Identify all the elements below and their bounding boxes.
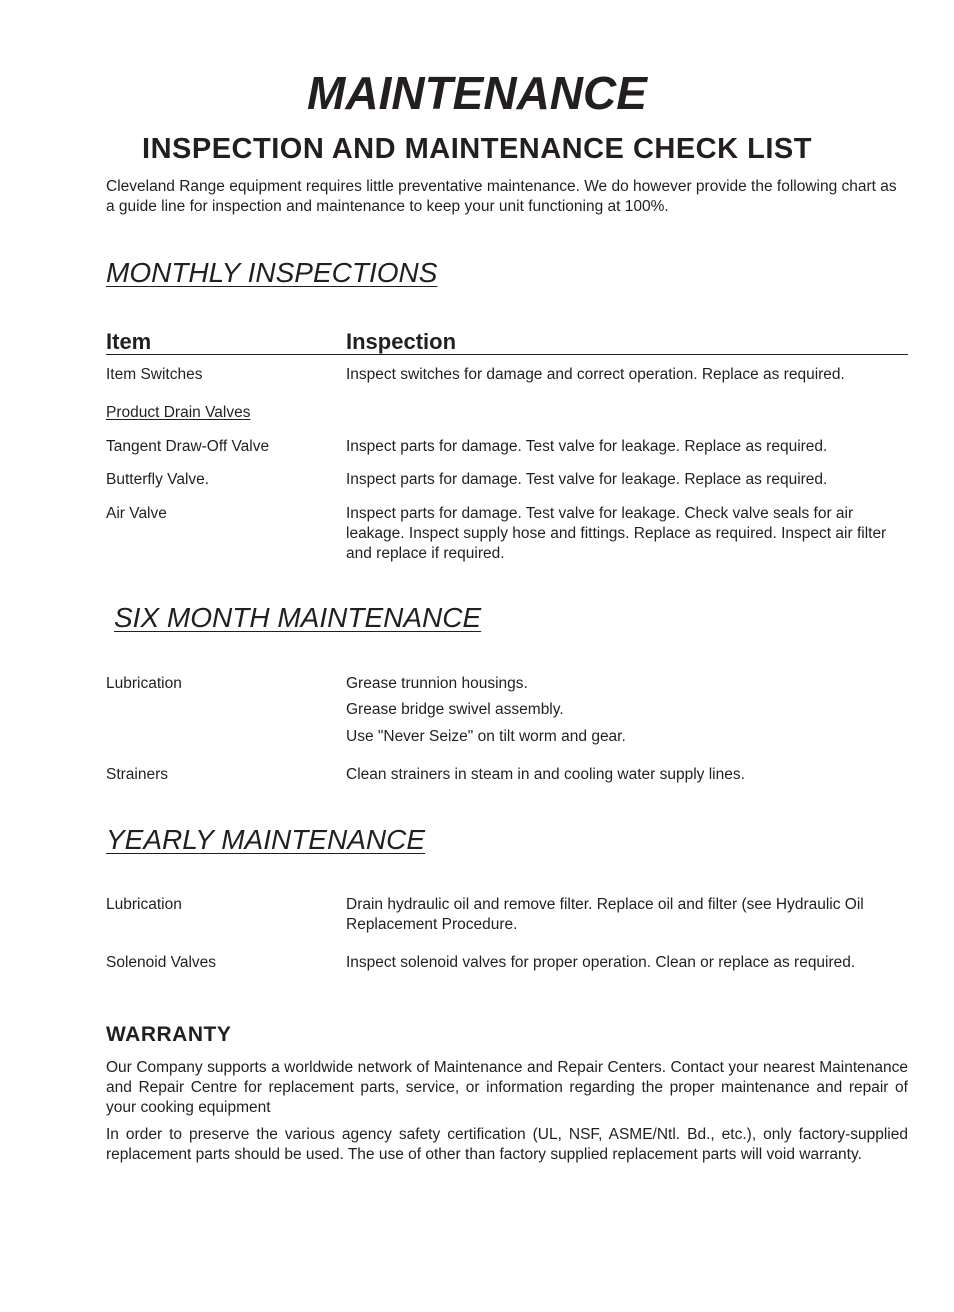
monthly-item: Butterfly Valve.: [106, 471, 210, 488]
six-month-maintenance-heading: SIX MONTH MAINTENANCE: [114, 602, 482, 633]
monthly-item: Item Switches: [106, 366, 203, 383]
yearly-item: Solenoid Valves: [106, 954, 217, 971]
yearly-item: Lubrication: [106, 896, 182, 913]
six-month-task: Use "Never Seize" on tilt worm and gear.: [346, 728, 626, 745]
monthly-item: Tangent Draw-Off Valve: [106, 438, 270, 455]
six-month-item: Strainers: [106, 766, 169, 783]
six-month-item: Lubrication: [106, 675, 182, 692]
warranty-paragraph: In order to preserve the various agency safety certification (UL, NSF, ASME/Ntl. Bd., etc.), only factory-supplied replacement parts should be used. The use of other than factory supplied replacement parts will void warranty.: [106, 1126, 908, 1163]
monthly-inspection: Inspect switches for damage and correct operation. Replace as required.: [346, 366, 845, 383]
page-title: MAINTENANCE: [307, 67, 647, 119]
monthly-inspection: Inspect parts for damage. Test valve for leakage. Replace as required.: [346, 471, 828, 488]
yearly-task: Drain hydraulic oil and remove filter. Replace oil and filter (see Hydraulic Oil Replacement Procedure.: [346, 896, 864, 933]
page-subtitle: INSPECTION AND MAINTENANCE CHECK LIST: [142, 133, 812, 165]
intro-paragraph: Cleveland Range equipment requires little preventative maintenance. We do however provide the following chart as a guide line for inspection and maintenance to keep your unit functioning at 100%.: [106, 178, 897, 215]
six-month-task: Clean strainers in steam in and cooling water supply lines.: [346, 766, 745, 783]
six-month-task: Grease trunnion housings.: [346, 675, 528, 692]
monthly-item: Air Valve: [106, 505, 167, 522]
monthly-inspection: Inspect parts for damage. Test valve for leakage. Replace as required.: [346, 438, 828, 455]
column-header-item: Item: [106, 329, 152, 354]
yearly-maintenance-heading: YEARLY MAINTENANCE: [106, 824, 425, 855]
warranty-heading: WARRANTY: [106, 1023, 232, 1046]
six-month-task: Grease bridge swivel assembly.: [346, 701, 564, 718]
monthly-inspections-heading: MONTHLY INSPECTIONS: [106, 257, 438, 288]
column-header-inspection: Inspection: [346, 329, 457, 354]
warranty-paragraph: Our Company supports a worldwide network of Maintenance and Repair Centers. Contact your nearest Maintenance and Repair Centre for replacement parts, service, or information regarding the proper maintenance and repair of your cooking equipment: [106, 1059, 908, 1116]
monthly-subgroup-heading: Product Drain Valves: [106, 404, 251, 421]
yearly-task: Inspect solenoid valves for proper operation. Clean or replace as required.: [346, 954, 856, 971]
header-divider: [106, 354, 908, 355]
monthly-inspection: Inspect parts for damage. Test valve for leakage. Check valve seals for air leakage. Inspect supply hose and fittings. Replace as required. Inspect air filter and replace if required.: [346, 505, 887, 562]
